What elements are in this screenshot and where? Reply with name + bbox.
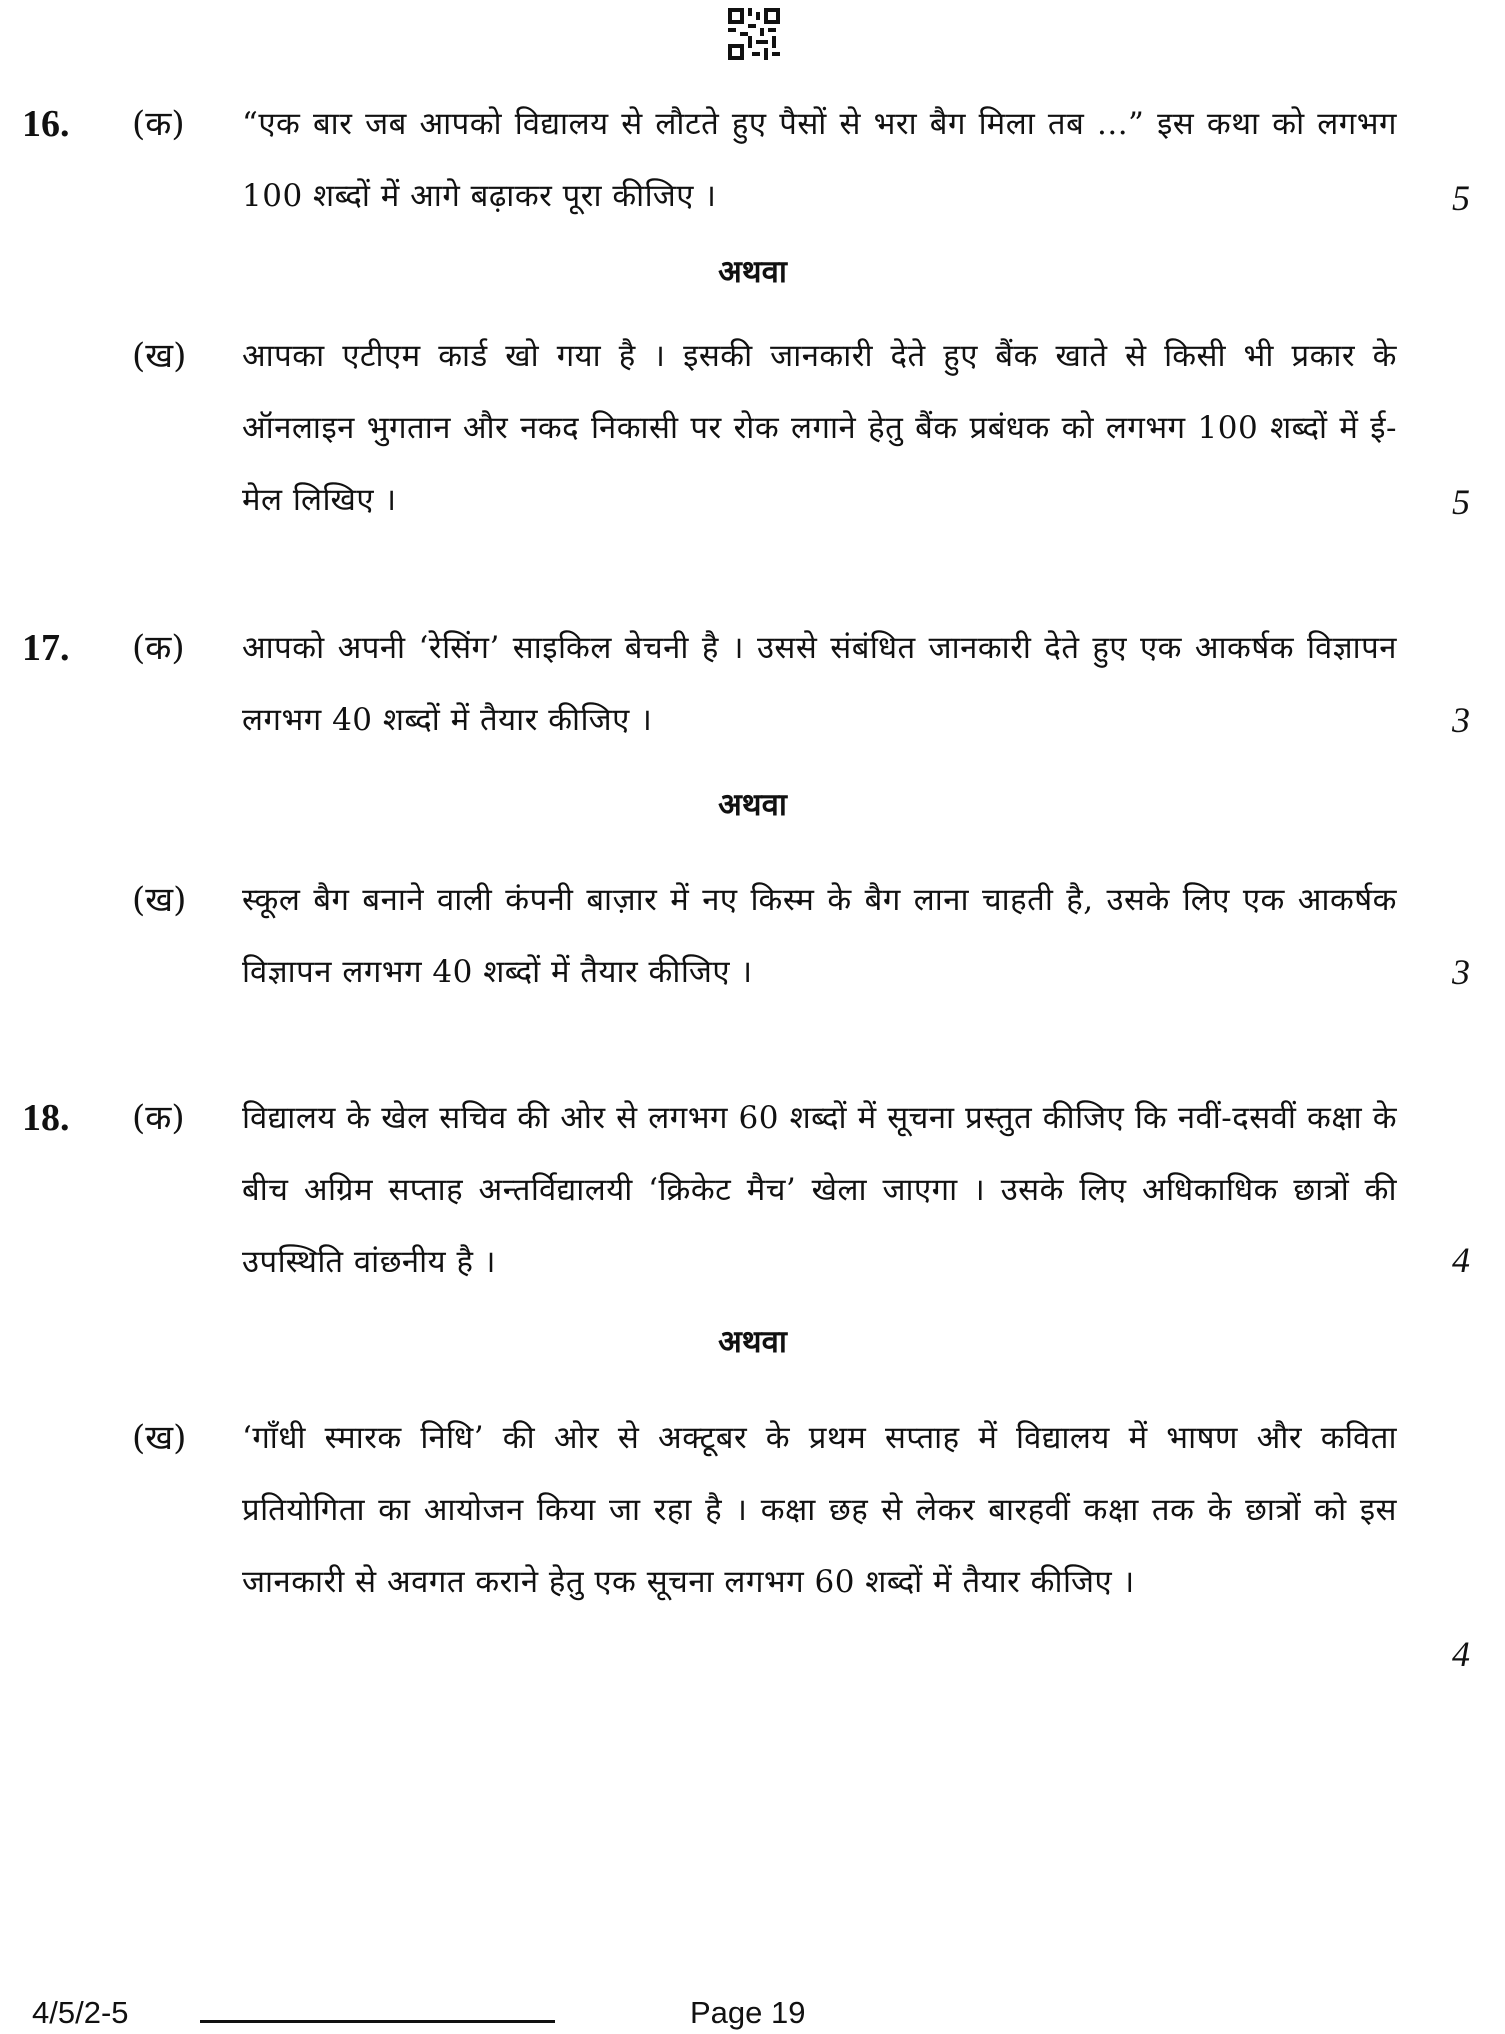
or-label: अथवा — [718, 254, 787, 290]
marks: 3 — [1452, 952, 1470, 992]
qr-code-icon — [728, 8, 780, 60]
question-text: “एक बार जब आपको विद्यालय से लौटते हुए पैसों से भरा बैग मिला तब ...” इस कथा को लगभग 100 शब्दों में आगे बढ़ाकर पूरा कीजिए । — [242, 106, 1397, 214]
marks: 4 — [1452, 1240, 1470, 1280]
marks: 5 — [1452, 178, 1470, 218]
marks: 5 — [1452, 482, 1470, 522]
option-label: (क) — [132, 104, 185, 144]
question-number: 16. — [22, 103, 70, 145]
question-text: आपका एटीएम कार्ड खो गया है । इसकी जानकारी देते हुए बैंक खाते से किसी भी प्रकार के ऑनलाइन भुगतान और नकद निकासी पर रोक लगाने हेतु बैंक प्रबंधक को लगभग 100 शब्दों में ई-मेल लिखिए । — [242, 338, 1397, 518]
option-label: (ख) — [132, 1418, 187, 1458]
footer-divider — [200, 2020, 555, 2023]
question-text: आपको अपनी ‘रेसिंग’ साइकिल बेचनी है । उससे संबंधित जानकारी देते हुए एक आकर्षक विज्ञापन लगभग 40 शब्दों में तैयार कीजिए । — [242, 630, 1397, 738]
question-number: 18. — [22, 1097, 70, 1139]
option-label: (क) — [132, 1098, 185, 1138]
question-number: 17. — [22, 627, 70, 669]
question-text: ‘गाँधी स्मारक निधि’ की ओर से अक्टूबर के प्रथम सप्ताह में विद्यालय में भाषण और कविता प्रतियोगिता का आयोजन किया जा रहा है । कक्षा छह से लेकर बारहवीं कक्षा तक के छात्रों को इस जानकारी से अवगत कराने हेतु एक सूचना लगभग 60 शब्दों में तैयार कीजिए । — [242, 1420, 1397, 1600]
paper-code: 4/5/2-5 — [32, 1995, 129, 2030]
question-text: विद्यालय के खेल सचिव की ओर से लगभग 60 शब्दों में सूचना प्रस्तुत कीजिए कि नवीं-दसवीं कक्षा के बीच अग्रिम सप्ताह अन्तर्विद्यालयी ‘क्रिकेट मैच’ खेला जाएगा । उसके लिए अधिकाधिक छात्रों की उपस्थिति वांछनीय है । — [242, 1100, 1397, 1280]
question-text: स्कूल बैग बनाने वाली कंपनी बाज़ार में नए किस्म के बैग लाना चाहती है, उसके लिए एक आकर्षक विज्ञापन लगभग 40 शब्दों में तैयार कीजिए । — [242, 882, 1397, 990]
marks: 3 — [1452, 700, 1470, 740]
page-number: Page 19 — [690, 1995, 806, 2030]
option-label: (ख) — [132, 336, 187, 376]
or-label: अथवा — [718, 787, 787, 823]
option-label: (ख) — [132, 880, 187, 920]
or-label: अथवा — [718, 1324, 787, 1360]
marks: 4 — [1452, 1634, 1470, 1674]
option-label: (क) — [132, 628, 185, 668]
